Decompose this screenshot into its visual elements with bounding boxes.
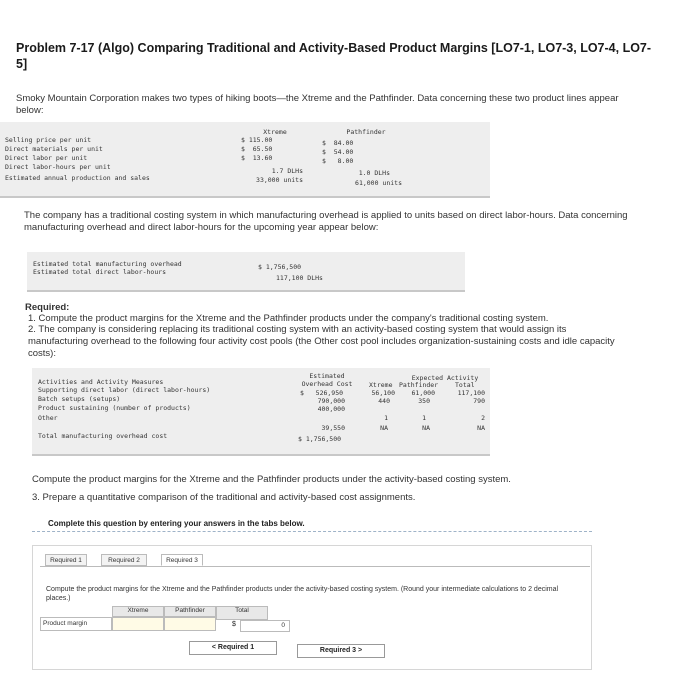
answer-header-spacer (40, 606, 112, 617)
intro-text: Smoky Mountain Corporation makes two types of hiking boots—the Xtreme and the Pathfinder. Data concerning these two product lines appear below: (16, 93, 619, 116)
overhead-cost-header: Overhead Cost (301, 380, 353, 388)
activity-pathfinder: 61,000 (411, 389, 435, 397)
answer-header-pathfinder: Pathfinder (164, 606, 216, 617)
activity-cost: 400,000 (317, 405, 345, 413)
activities-header: Activities and Activity Measures (38, 378, 164, 386)
xtreme-value: 1.7 DLHs (271, 167, 303, 175)
activity-xtreme: 440 (378, 397, 390, 405)
total-subheader: Total (455, 381, 475, 389)
overhead-row-label: Estimated total direct labor-hours (33, 268, 167, 276)
product-margin-label: Product margin (40, 617, 112, 631)
xtreme-header: Xtreme (263, 128, 287, 136)
activity-cost: 790,000 (317, 397, 345, 405)
expected-activity-header: Expected Activity (411, 374, 479, 382)
product-row-label: Selling price per unit (5, 136, 92, 144)
product-row-label: Direct labor-hours per unit (5, 163, 111, 171)
tab-required-1[interactable]: Required 1 (45, 554, 87, 566)
required-heading: Required: (25, 302, 70, 313)
tab-required-2[interactable]: Required 2 (101, 554, 147, 566)
activity-row-label: Total manufacturing overhead cost (38, 432, 168, 440)
pathfinder-subheader: Pathfinder (399, 381, 439, 389)
product-row-label: Estimated annual production and sales (5, 174, 150, 182)
pathfinder-margin-input[interactable] (164, 617, 216, 631)
product-row-label: Direct materials per unit (5, 145, 103, 153)
traditional-costing-text: The company has a traditional costing system in which manufacturing overhead is applied to units based on direct labor-hours. Data concerning manufacturing overhead and direct labor-hours for the upcoming year appear below: (24, 210, 628, 233)
tab-required-3[interactable]: Required 3 (161, 554, 203, 566)
activity-cost: $ 526,950 (300, 389, 344, 397)
required-item-1: 1. Compute the product margins for the Xtreme and the Pathfinder products under the company's traditional costing system. (28, 313, 549, 324)
activity-pathfinder: 1 (422, 414, 426, 422)
page-title: Problem 7-17 (Algo) Comparing Traditional and Activity-Based Product Margins [LO7-1, LO7-3, LO7-4, LO7-5] (16, 41, 652, 71)
overhead-panel-divider (27, 290, 465, 292)
overhead-value: $ 1,756,500 (258, 263, 302, 271)
complete-note-divider (32, 531, 592, 532)
overhead-value: 117,100 DLHs (276, 274, 323, 282)
xtreme-value: $ 13.60 (241, 154, 273, 162)
activity-panel-divider (32, 454, 490, 456)
activity-row-label: Other (38, 414, 58, 422)
answer-header-xtreme: Xtreme (112, 606, 164, 617)
activity-cost: 39,550 (321, 424, 345, 432)
xtreme-value: $ 65.50 (241, 145, 273, 153)
pathfinder-header: Pathfinder (346, 128, 386, 136)
answer-header-total: Total (216, 606, 268, 620)
xtreme-subheader: Xtreme (369, 381, 393, 389)
total-margin-value: 0 (240, 620, 290, 632)
xtreme-value: $ 115.00 (241, 136, 273, 144)
activity-row-label: Product sustaining (number of products) (38, 404, 191, 412)
total-dollar-sign: $ (232, 621, 236, 628)
pathfinder-value: $ 54.00 (322, 148, 354, 156)
activity-total: 2 (481, 414, 485, 422)
xtreme-value: 33,000 units (256, 176, 303, 184)
activity-xtreme: NA (380, 424, 388, 432)
activity-row-label: Supporting direct labor (direct labor-hours) (38, 386, 211, 394)
activity-xtreme: 56,100 (371, 389, 395, 397)
activity-based-instruction: Compute the product margins for the Xtreme and the Pathfinder products under the activity-based costing system. (32, 474, 511, 485)
activity-pathfinder: NA (422, 424, 430, 432)
activity-total: 117,100 (457, 389, 485, 397)
product-row-label: Direct labor per unit (5, 154, 88, 162)
overhead-row-label: Estimated total manufacturing overhead (33, 260, 182, 268)
pathfinder-value: $ 8.00 (322, 157, 354, 165)
activity-row-label: Batch setups (setups) (38, 395, 121, 403)
prev-required-button[interactable]: < Required 1 (189, 641, 277, 655)
activity-pathfinder: 350 (418, 397, 430, 405)
activity-cost-total: $ 1,756,500 (298, 435, 342, 443)
tab-underline (40, 566, 590, 567)
activity-xtreme: 1 (384, 414, 388, 422)
required-item-2: 2. The company is considering replacing its traditional costing system with an activity-based costing system that would assign its manufacturing overhead to the following four activity cost pools (the Other cost pool includes organization-sustaining costs and idle capacity costs): (28, 324, 615, 359)
activity-total: 790 (473, 397, 485, 405)
answer-instruction: Compute the product margins for the Xtreme and the Pathfinder products under the activity-based costing system. (Round your intermediate calculations to 2 decimal places.) (46, 586, 559, 602)
required-item-3: 3. Prepare a quantitative comparison of the traditional and activity-based cost assignments. (32, 492, 416, 503)
product-panel-divider (0, 196, 490, 198)
activity-total: NA (477, 424, 485, 432)
next-required-button[interactable]: Required 3 > (297, 644, 385, 658)
complete-note: Complete this question by entering your answers in the tabs below. (48, 519, 305, 528)
xtreme-margin-input[interactable] (112, 617, 164, 631)
pathfinder-value: $ 84.00 (322, 139, 354, 147)
estimated-header: Estimated (309, 372, 345, 380)
pathfinder-value: 1.0 DLHs (358, 169, 390, 177)
pathfinder-value: 61,000 units (355, 179, 402, 187)
